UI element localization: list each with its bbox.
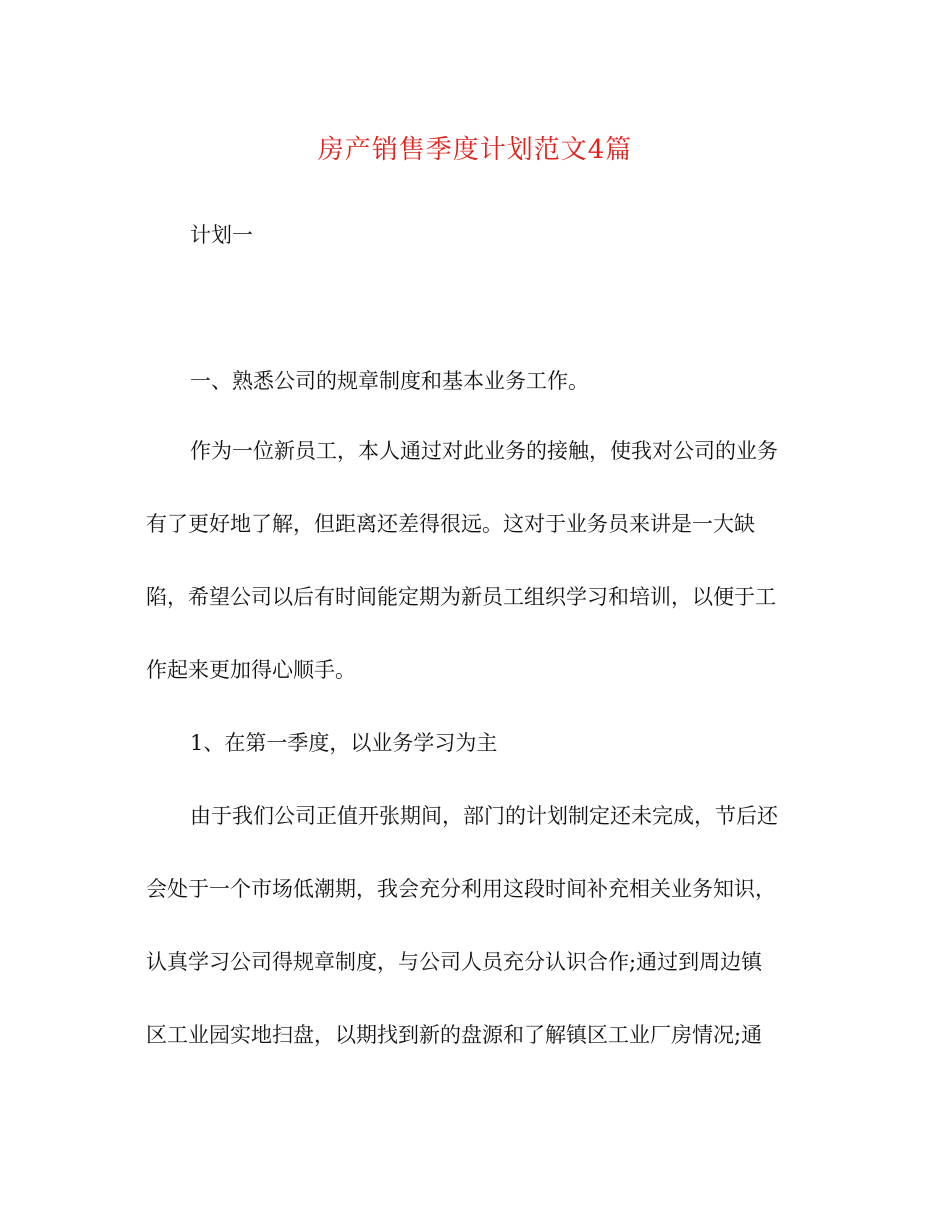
paragraph-2-line-1: 由于我们公司正值开张期间，部门的计划制定还未完成，节后还 [190, 804, 778, 828]
section-label: 计划一 [190, 223, 253, 247]
paragraph-1-line-2: 有了更好地了解，但距离还差得很远。这对于业务员来讲是一大缺 [146, 512, 755, 536]
document-title: 房产销售季度计划范文4篇 [317, 135, 633, 165]
subheading-1: 1、在第一季度，以业务学习为主 [190, 731, 498, 755]
paragraph-1-line-1: 作为一位新员工，本人通过对此业务的接触，使我对公司的业务 [190, 439, 778, 463]
paragraph-1-line-3: 陷，希望公司以后有时间能定期为新员工组织学习和培训，以便于工 [146, 585, 776, 609]
paragraph-1-line-4: 作起来更加得心顺手。 [146, 658, 356, 682]
heading-1: 一、熟悉公司的规章制度和基本业务工作。 [190, 369, 589, 393]
paragraph-2-line-3: 认真学习公司得规章制度，与公司人员充分认识合作;通过到周边镇 [146, 950, 763, 974]
paragraph-2-line-4: 区工业园实地扫盘，以期找到新的盘源和了解镇区工业厂房情况;通 [146, 1023, 763, 1047]
paragraph-2-line-2: 会处于一个市场低潮期，我会充分利用这段时间补充相关业务知识， [146, 877, 776, 901]
